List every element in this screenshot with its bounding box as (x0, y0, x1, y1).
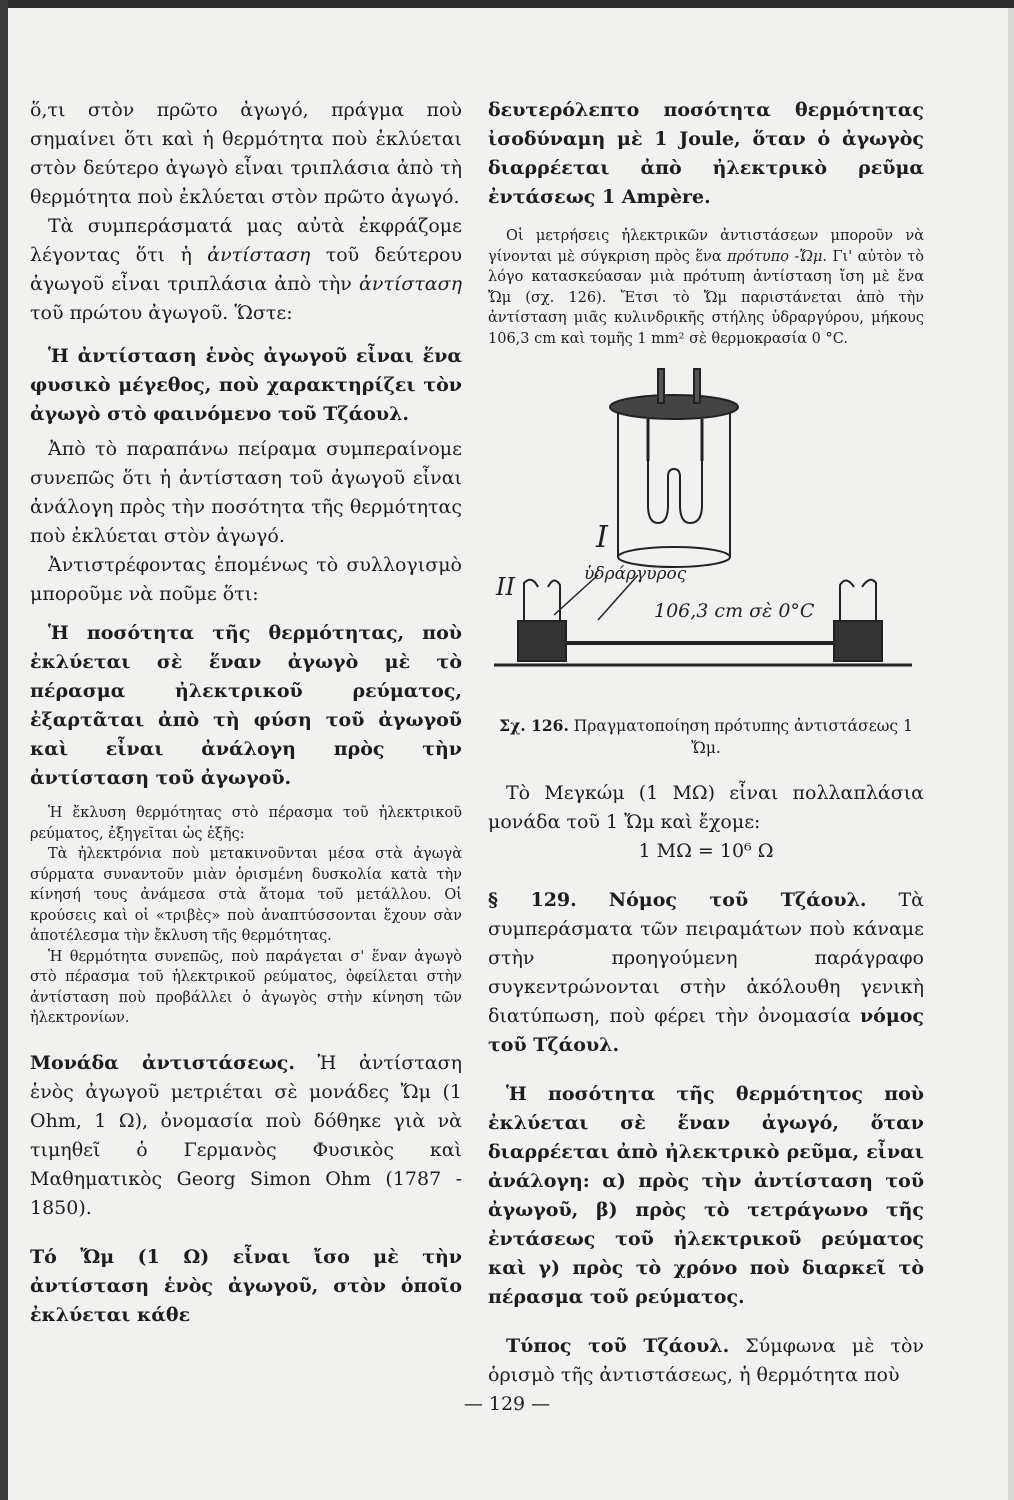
figure-126 (488, 365, 924, 759)
paragraph: Τὸ Μεγκώμ (1 ΜΩ) εἶναι πολλαπλάσια μονάδα τοῦ 1 Ὤμ καὶ ἔχομε: (488, 782, 924, 833)
emphasis-term: ἀντίσταση (207, 244, 311, 266)
figure-label-length: 106,3 cm σὲ 0°C (654, 600, 815, 622)
section-number: § 129. (488, 889, 577, 911)
definition-statement: Τό Ὤμ (1 Ω) εἶναι ἴσο μὲ τὴν ἀντίσταση ἑνὸς ἀγωγοῦ, στὸν ὁποῖο ἐκλύεται κάθε (30, 1245, 462, 1326)
caption-text: Πραγματοποίηση πρότυπης ἀντιστάσεως 1 Ὤμ. (568, 717, 913, 757)
caption-number: Σχ. 126. (499, 716, 569, 735)
subheading: Τύπος τοῦ Τζάουλ. (506, 1335, 730, 1357)
definition-statement: δευτερόλεπτο ποσότητα θερμότητας ἰσοδύναμη μὲ 1 Joule, ὅταν ὁ ἀγωγὸς διαρρέεται ἀπὸ ἠλεκτρικὸ ρεῦμα ἐντάσεως 1 Ampère. (488, 99, 924, 208)
emphasis-term: πρότυπο -Ὤμ. (727, 248, 828, 265)
scan-border-left (0, 0, 8, 1500)
figure-label-II: II (496, 573, 515, 601)
emphasis-term: ἀντίσταση (358, 273, 462, 295)
paragraph: Ἀπὸ τὸ παραπάνω πείραμα συμπεραίνομε συνεπῶς ὅτι ἡ ἀντίσταση τοῦ ἀγωγοῦ εἶναι ἀνάλογη πρὸς τὴν ποσότητα τῆς θερμότητας ποὺ ἐκλύεται στὸν ἀγωγό. (30, 438, 462, 547)
paragraph (30, 212, 462, 328)
apparatus-jar (610, 369, 738, 567)
left-column (30, 96, 462, 1330)
law-statement: Ἡ ποσότητα τῆς θερμότητος ποὺ ἐκλύεται σὲ ἕναν ἀγωγό, ὅταν διαρρέεται ἀπὸ ἠλεκτρικὸ ρεῦμα, εἶναι ἀνάλογη: α) πρὸς τὴν ἀντίσταση τοῦ ἀγωγοῦ, β) πρὸς τὸ τετράγωνο τῆς ἐντάσεως τοῦ ἠλεκτρικοῦ ρεύματος καὶ γ) πρὸς τὸ χρόνο ποὺ διαρκεῖ τὸ πέρασμα τοῦ ρεύματος. (488, 1083, 924, 1308)
paragraph (488, 1332, 924, 1390)
paragraph: ὅ,τι στὸν πρῶτο ἀγωγό, πράγμα ποὺ σημαίνει ὅτι καὶ ἡ θερμότητα ποὺ ἐκλύεται στὸν δεύτερο ἀγωγὸ εἶναι τριπλάσια ἀπὸ τὴ θερμότητα ποὺ ἐκλύεται στὸν πρῶτο ἀγωγό. (30, 99, 462, 208)
definition-statement: Ἡ ποσότητα τῆς θερμότητας, ποὺ ἐκλύεται σὲ ἕναν ἀγωγὸ μὲ τὸ πέρασμα ἠλεκτρικοῦ ρεύματος, ἐξαρτᾶται ἀπὸ τὴ φύση τοῦ ἀγωγοῦ καὶ εἶναι ἀνάλογη πρὸς τὴν ἀντίσταση τοῦ ἀγωγοῦ. (30, 622, 462, 789)
definition-statement: Ἡ ἀντίσταση ἑνὸς ἀγωγοῦ εἶναι ἕνα φυσικὸ μέγεθος, ποὺ χαρακτηρίζει τὸν ἀγωγὸ στὸ φαινόμενο τοῦ Τζάουλ. (30, 345, 462, 425)
page-number: — 129 — (463, 1393, 551, 1415)
law-name: νόμος τοῦ Τζάουλ. (488, 1005, 924, 1056)
scan-border-top (0, 0, 1014, 8)
section-title: Νόμος τοῦ Τζάουλ. (608, 889, 867, 911)
subheading: Μονάδα ἀντιστάσεως. (30, 1051, 295, 1074)
paragraph (30, 1049, 462, 1223)
text-run: Γι' αὐτὸν τὸ λόγο κατασκεύασαν μιὰ πρότυπη ἀντίσταση ἴση μὲ ἕνα Ὤμ (σχ. 126). Ἔτσι τὸ Ὤμ παριστάνεται ἀπὸ τὴν ἀντίσταση μιᾶς κυλινδρικῆς στήλης ὑδραργύρου, μήκους 106,3 cm καὶ τομῆς 1 mm² σὲ θερμοκρασία 0 °C. (488, 248, 924, 347)
text-run: Τὰ συμπεράσματά μας αὐτὰ ἐκφράζομε λέγοντας ὅτι ἡ (30, 215, 462, 266)
section-paragraph (488, 886, 924, 1060)
text-run: Τὰ συμπεράσματα τῶν πειραμάτων ποὺ κάναμε στὴν προηγούμενη παράγραφο συγκεντρώνονται στὴν ἀκόλουθη γενικὴ διατύπωση, ποὺ φέρει τὴν ὀνομασία (488, 889, 924, 1027)
figure-label-I: I (596, 520, 608, 555)
right-column (488, 96, 924, 1390)
small-paragraph (488, 226, 924, 349)
text-run: τοῦ πρώτου ἀγωγοῦ. Ὥστε: (30, 302, 293, 324)
text-run: Ἡ ἀντίσταση ἑνὸς ἀγωγοῦ μετριέται σὲ μονάδες Ὤμ (1 Ohm, 1 Ω), ὀνομασία ποὺ δόθηκε γιὰ νὰ τιμηθεῖ ὁ Γερμανὸς Φυσικὸς καὶ Μαθηματικὸς Georg Simon Ohm (1787 - 1850). (30, 1051, 462, 1219)
small-paragraph: Ἡ ἔκλυση θερμότητας στὸ πέρασμα τοῦ ἠλεκτρικοῦ ρεύματος, ἐξηγεῖται ὡς ἑξῆς: (30, 805, 462, 842)
standard-ohm-diagram (488, 365, 924, 705)
paragraph: Ἀντιστρέφοντας ἑπομένως τὸ συλλογισμὸ μποροῦμε νὰ ποῦμε ὅτι: (30, 554, 462, 605)
text-run: τοῦ δεύτερου ἀγωγοῦ εἶναι τριπλάσια ἀπὸ τὴν (30, 244, 462, 295)
text-run: Οἱ μετρήσεις ἠλεκτρικῶν ἀντιστάσεων μποροῦν νὰ γίνονται μὲ σύγκριση πρὸς ἕνα (488, 228, 924, 265)
small-paragraph: Τὰ ἠλεκτρόνια ποὺ μετακινοῦνται μέσα στὰ ἀγωγὰ σύρματα συναντοῦν μιὰν ὁρισμένη δυσκολία κατὰ τὴν κίνησή τους ἀνάμεσα στὰ ἄτομα τοῦ μετάλλου. Οἱ κρούσεις καὶ οἱ «τριβὲς» ποὺ ἀναπτύσσονται ἔχουν σὰν ἀποτέλεσμα τὴν ἔκλυση τῆς θερμότητας. (30, 846, 462, 944)
text-run: Σύμφωνα μὲ τὸν ὁρισμὸ τῆς ἀντιστάσεως, ἡ θερμότητα ποὺ (488, 1335, 924, 1386)
equation: 1 ΜΩ = 10⁶ Ω (638, 840, 774, 862)
small-paragraph: Ἡ θερμότητα συνεπῶς, ποὺ παράγεται σ' ἕναν ἀγωγὸ στὸ πέρασμα τοῦ ἠλεκτρικοῦ ρεύματος, ὀφείλεται στὴν ἀντίσταση ποὺ προβάλλει ὁ ἀγωγὸς στὴν κίνηση τῶν ἠλεκτρονίων. (30, 948, 462, 1026)
figure-caption (488, 715, 924, 759)
figure-label-mercury: ὑδράργυρος (584, 564, 687, 584)
